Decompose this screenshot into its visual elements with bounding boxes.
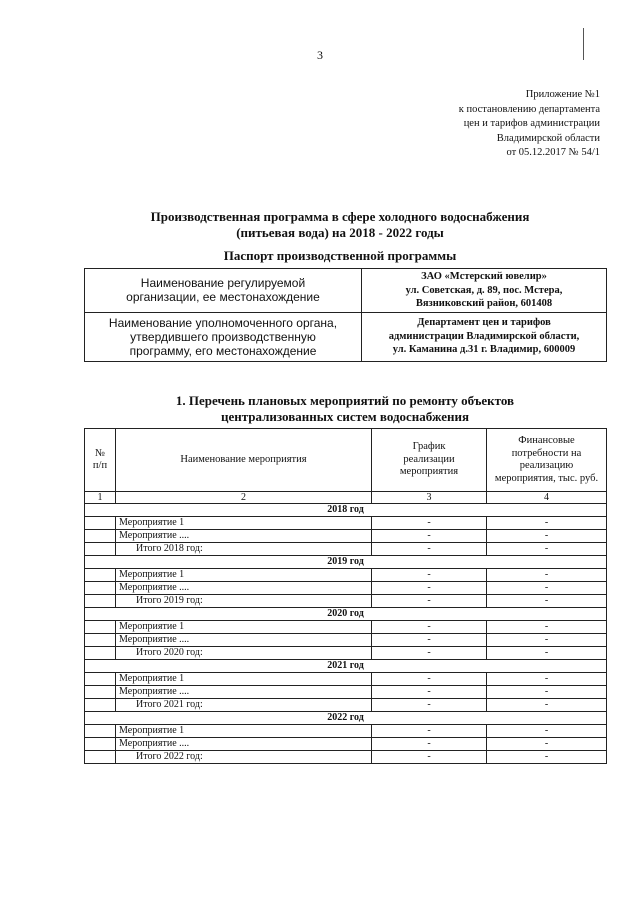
activity-schedule: -: [372, 673, 487, 686]
activity-finance: -: [487, 569, 607, 582]
table-row: [85, 686, 607, 699]
section-title: [110, 393, 580, 424]
activity-name: Мероприятие ....: [116, 530, 372, 543]
total-schedule: -: [372, 543, 487, 556]
row-number-cell: [85, 634, 116, 647]
passport-label-line: утвердившего производственную: [130, 329, 316, 344]
total-row: [85, 595, 607, 608]
passport-value-cell: [362, 312, 607, 361]
passport-row-authority: [85, 312, 607, 361]
table-row: [85, 634, 607, 647]
column-number: 2: [116, 492, 372, 504]
header-line: п/п: [92, 460, 108, 471]
activity-finance: -: [487, 673, 607, 686]
activity-name: Мероприятие ....: [116, 686, 372, 699]
activity-name: Мероприятие ....: [116, 582, 372, 595]
year-header-row: [85, 556, 607, 569]
total-row: [85, 647, 607, 660]
column-number: 4: [487, 492, 607, 504]
total-label: Итого 2021 год:: [116, 699, 372, 712]
row-number-cell: [85, 738, 116, 751]
activity-name: Мероприятие 1: [116, 569, 372, 582]
row-number-cell: [85, 673, 116, 686]
activity-name: Мероприятие 1: [116, 621, 372, 634]
appendix-line: цен и тарифов администрации: [463, 118, 600, 130]
activity-schedule: -: [372, 569, 487, 582]
table-row: [85, 582, 607, 595]
passport-label-line: Наименование уполномоченного органа,: [108, 315, 338, 330]
passport-value-line: ЗАО «Мстерский ювелир»: [421, 271, 547, 282]
row-number-cell: [85, 517, 116, 530]
row-number-cell: [85, 699, 116, 712]
table-row: [85, 621, 607, 634]
activity-name: Мероприятие 1: [116, 673, 372, 686]
year-label: 2020 год: [85, 608, 607, 621]
row-number-cell: [85, 725, 116, 738]
activity-name: Мероприятие 1: [116, 517, 372, 530]
total-label: Итого 2022 год:: [116, 751, 372, 764]
activity-name: Мероприятие ....: [116, 738, 372, 751]
activity-finance: -: [487, 517, 607, 530]
passport-value-line: Департамент цен и тарифов: [417, 317, 551, 329]
activity-finance: -: [487, 634, 607, 647]
total-row: [85, 751, 607, 764]
title-line: (питьевая вода) на 2018 - 2022 годы: [236, 225, 444, 240]
column-number: 1: [85, 492, 116, 504]
activity-schedule: -: [372, 738, 487, 751]
activity-finance: -: [487, 686, 607, 699]
header-line: потребности на: [511, 447, 582, 459]
header-line: Финансовые: [518, 435, 575, 446]
total-finance: -: [487, 543, 607, 556]
activity-schedule: -: [372, 530, 487, 543]
activity-finance: -: [487, 530, 607, 543]
row-number-cell: [85, 595, 116, 608]
section-title-line: централизованных систем водоснабжения: [220, 408, 470, 424]
total-row: [85, 543, 607, 556]
title-line: Производственная программа в сфере холодного водоснабжения: [150, 209, 530, 224]
year-label: 2021 год: [85, 660, 607, 673]
activity-finance: -: [487, 725, 607, 738]
activity-schedule: -: [372, 582, 487, 595]
total-schedule: -: [372, 595, 487, 608]
column-number: 3: [372, 492, 487, 504]
passport-value-line: администрации Владимирской области,: [388, 330, 580, 342]
total-schedule: -: [372, 751, 487, 764]
activity-schedule: -: [372, 621, 487, 634]
header-line: реализацию: [519, 460, 574, 471]
total-schedule: -: [372, 647, 487, 660]
header-name: Наименование мероприятия: [116, 429, 372, 492]
total-finance: -: [487, 595, 607, 608]
header-finance: [487, 429, 607, 492]
row-number-cell: [85, 543, 116, 556]
total-finance: -: [487, 699, 607, 712]
table-row: [85, 517, 607, 530]
header-line: №: [94, 447, 106, 459]
passport-value-line: Вязниковский район, 601408: [415, 298, 553, 309]
header-no: [85, 429, 116, 492]
year-header-row: [85, 608, 607, 621]
activity-schedule: -: [372, 634, 487, 647]
row-number-cell: [85, 686, 116, 699]
passport-value-line: ул. Каманина д.31 г. Владимир, 600009: [392, 344, 576, 356]
row-number-cell: [85, 751, 116, 764]
year-header-row: [85, 504, 607, 517]
year-label: 2019 год: [85, 556, 607, 569]
activity-finance: -: [487, 738, 607, 751]
total-label: Итого 2020 год:: [116, 647, 372, 660]
activity-finance: -: [487, 621, 607, 634]
activities-table: [84, 428, 607, 764]
passport-label-line: программу, его местонахождение: [129, 343, 317, 358]
table-row: [85, 673, 607, 686]
row-number-cell: [85, 621, 116, 634]
total-row: [85, 699, 607, 712]
activity-schedule: -: [372, 517, 487, 530]
appendix-line: Владимирской области: [496, 132, 600, 144]
activity-finance: -: [487, 582, 607, 595]
appendix-line: Приложение №1: [525, 89, 600, 100]
total-schedule: -: [372, 699, 487, 712]
scan-edge-mark: [583, 28, 584, 60]
row-number-cell: [85, 569, 116, 582]
row-number-cell: [85, 530, 116, 543]
passport-title: Паспорт производственной программы: [223, 248, 457, 263]
appendix-line: от 05.12.2017 № 54/1: [506, 147, 600, 159]
passport-label-cell: [85, 312, 362, 361]
page-number: 3: [317, 48, 323, 62]
passport-row-organization: [85, 269, 607, 313]
passport-label-line: Наименование регулируемой: [140, 276, 306, 291]
activity-name: Мероприятие ....: [116, 634, 372, 647]
total-finance: -: [487, 647, 607, 660]
activity-schedule: -: [372, 686, 487, 699]
table-row: [85, 725, 607, 738]
table-header-row: [85, 429, 607, 492]
row-number-cell: [85, 582, 116, 595]
table-row: [85, 738, 607, 751]
year-label: 2022 год: [85, 712, 607, 725]
header-line: График: [412, 441, 446, 453]
passport-value-cell: [362, 269, 607, 313]
table-row: [85, 569, 607, 582]
total-label: Итого 2018 год:: [116, 543, 372, 556]
appendix-line: к постановлению департамента: [458, 103, 600, 115]
appendix-block: [400, 88, 600, 161]
passport-label-cell: [85, 269, 362, 313]
passport-label-line: организации, ее местонахождение: [126, 290, 320, 305]
year-rows: [85, 504, 607, 764]
table-row: [85, 530, 607, 543]
passport-table: [84, 268, 607, 362]
row-number-cell: [85, 647, 116, 660]
document-title: [100, 209, 580, 241]
section-title-line: 1. Перечень плановых мероприятий по ремонту объектов: [175, 393, 515, 408]
year-header-row: [85, 712, 607, 725]
header-line: реализации: [403, 453, 455, 465]
header-line: мероприятия: [399, 466, 459, 478]
year-header-row: [85, 660, 607, 673]
total-finance: -: [487, 751, 607, 764]
header-schedule: [372, 429, 487, 492]
column-number-row: [85, 492, 607, 504]
year-label: 2018 год: [85, 504, 607, 517]
activity-schedule: -: [372, 725, 487, 738]
header-line: мероприятия, тыс. руб.: [494, 472, 599, 484]
passport-value-line: ул. Советская, д. 89, пос. Мстера,: [405, 284, 563, 296]
activity-name: Мероприятие 1: [116, 725, 372, 738]
total-label: Итого 2019 год:: [116, 595, 372, 608]
